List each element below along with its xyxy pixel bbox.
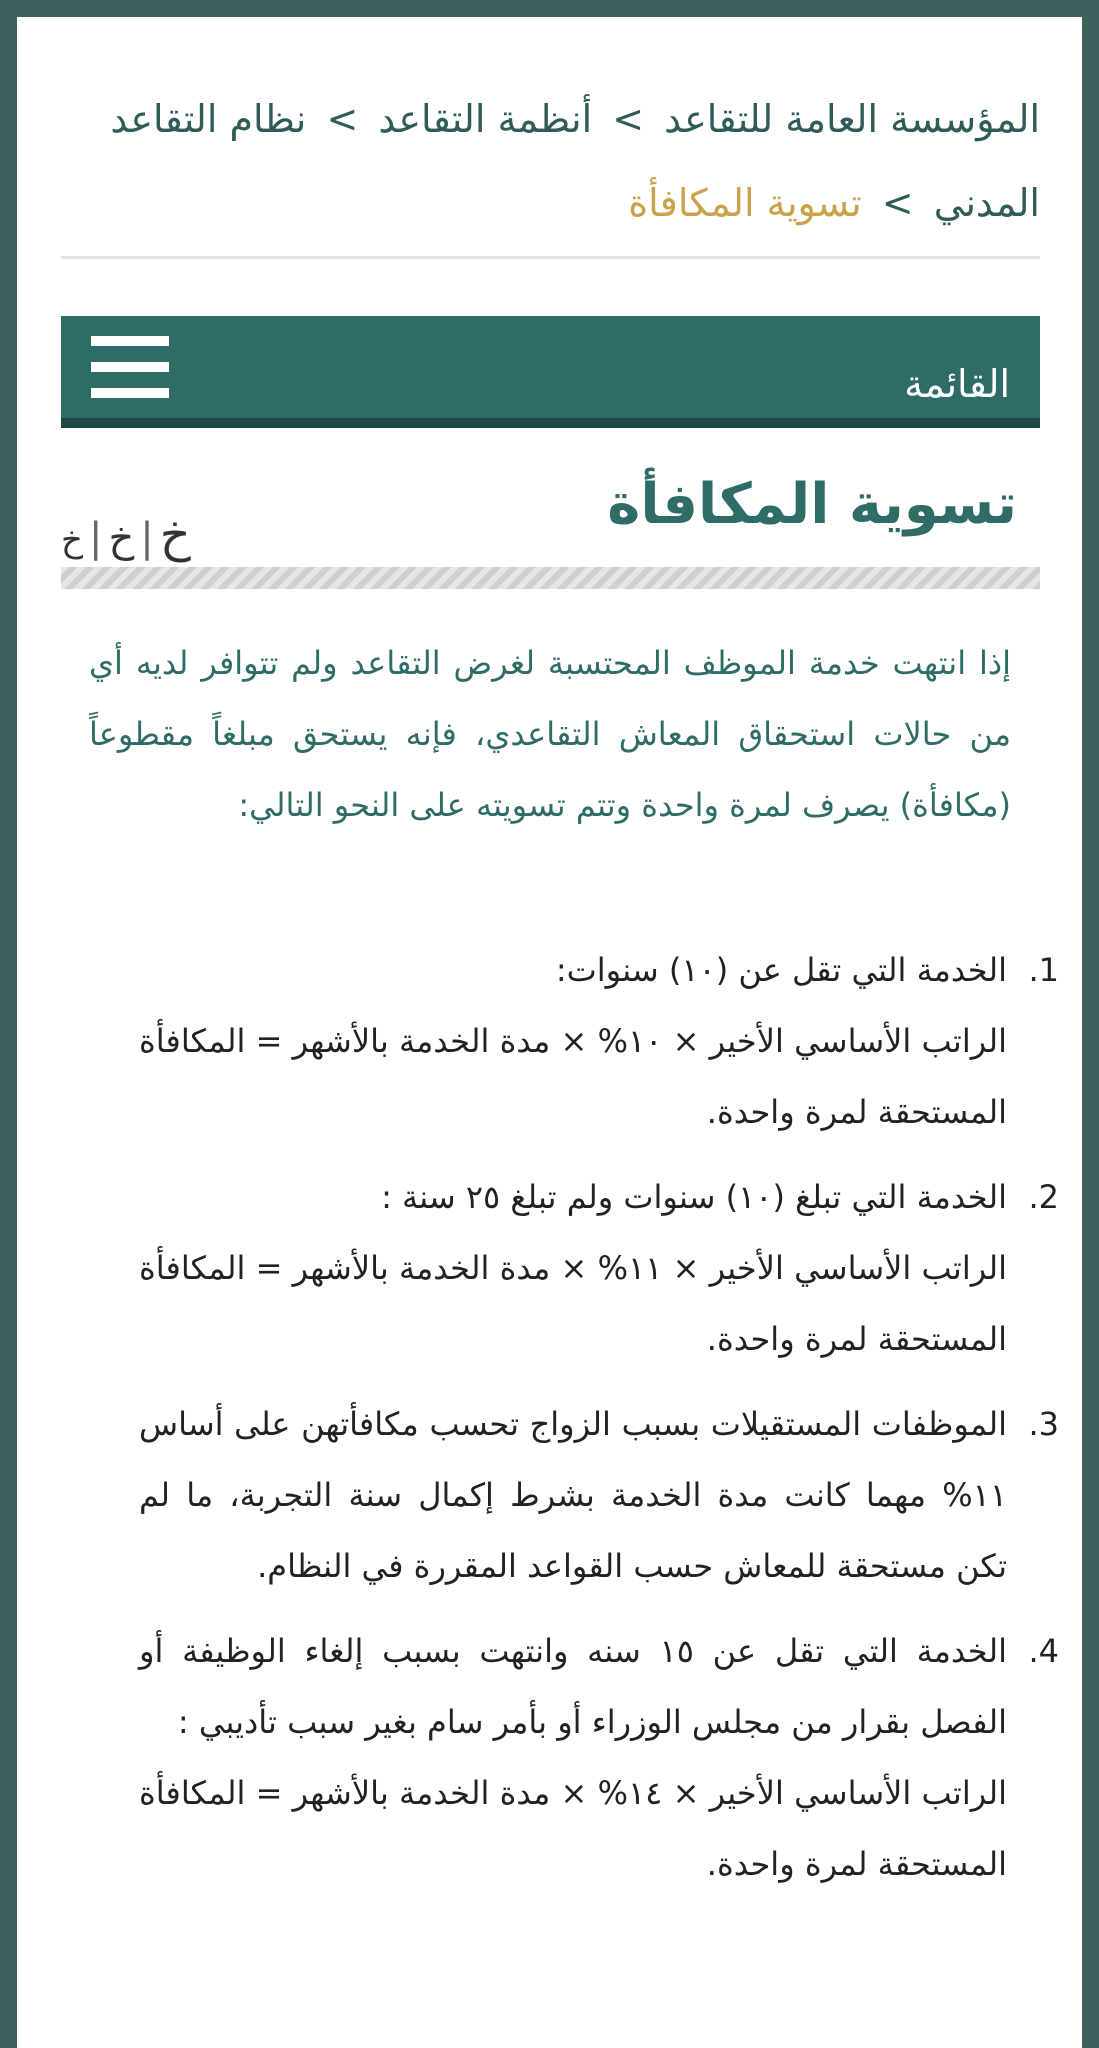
list-item-formula: الراتب الأساسي الأخير × ١٤% × مدة الخدمة بالأشهر = المكافأة المستحقة لمرة واحدة. bbox=[139, 1774, 1008, 1883]
title-underline bbox=[61, 567, 1040, 589]
hamburger-icon[interactable] bbox=[91, 336, 169, 398]
font-size-controls bbox=[61, 507, 191, 563]
list-item-number: 3. bbox=[1028, 1405, 1059, 1443]
breadcrumb-current: تسوية المكافأة bbox=[628, 181, 862, 225]
page-title: تسوية المكافأة bbox=[607, 472, 1017, 537]
breadcrumb-separator: > bbox=[881, 181, 914, 225]
font-size-large-button[interactable]: خ bbox=[159, 507, 191, 563]
breadcrumb-home[interactable]: المؤسسة العامة للتقاعد bbox=[664, 97, 1040, 141]
intro-paragraph: إذا انتهت خدمة الموظف المحتسبة لغرض التقاعد ولم تتوافر لديه أي من حالات استحقاق المعاش التقاعدي، فإنه يستحق مبلغاً مقطوعاً (مكافأة) يصرف لمرة واحدة وتتم تسويته على النحو التالي: bbox=[89, 644, 1011, 824]
font-size-divider: | bbox=[88, 515, 103, 561]
list-item-number: 2. bbox=[1028, 1178, 1059, 1216]
font-size-medium-button[interactable]: خ bbox=[108, 515, 135, 561]
breadcrumb-retirement-systems[interactable]: أنظمة التقاعد bbox=[378, 97, 593, 141]
divider bbox=[61, 256, 1040, 259]
list-item-heading: الخدمة التي تقل عن ١٥ سنه وانتهت بسبب إلغاء الوظيفة أو الفصل بقرار من مجلس الوزراء أو بأمر سام بغير سبب تأديبي : bbox=[139, 1632, 1008, 1741]
list-item-heading: الخدمة التي تبلغ (١٠) سنوات ولم تبلغ ٢٥ سنة : bbox=[381, 1178, 1007, 1216]
breadcrumb-civil-retirement[interactable]: نظام التقاعد المدني bbox=[110, 97, 1040, 225]
menu-label[interactable]: القائمة bbox=[904, 362, 1010, 406]
list-item bbox=[139, 1389, 1059, 1602]
list-item-formula: الراتب الأساسي الأخير × ١١% × مدة الخدمة بالأشهر = المكافأة المستحقة لمرة واحدة. bbox=[139, 1249, 1008, 1358]
list-item-number: 4. bbox=[1028, 1632, 1059, 1670]
font-size-divider: | bbox=[140, 515, 154, 561]
list-item-heading: الموظفات المستقيلات بسبب الزواج تحسب مكافأتهن على أساس ١١% مهما كانت مدة الخدمة بشرط إكمال سنة التجربة، ما لم تكن مستحقة للمعاش حسب القواعد المقررة في النظام. bbox=[139, 1405, 1007, 1585]
list-item-number: 1. bbox=[1028, 951, 1059, 989]
list-item-formula: الراتب الأساسي الأخير × ١٠% × مدة الخدمة بالأشهر = المكافأة المستحقة لمرة واحدة. bbox=[139, 1022, 1008, 1131]
font-size-small-button[interactable]: خ bbox=[61, 520, 83, 560]
list-item-heading: الخدمة التي تقل عن (١٠) سنوات: bbox=[555, 951, 1007, 989]
list-item bbox=[139, 1616, 1059, 1900]
breadcrumb-separator: > bbox=[326, 97, 359, 141]
settlement-list bbox=[139, 935, 1059, 1914]
list-item bbox=[139, 935, 1059, 1148]
page bbox=[17, 17, 1082, 2048]
breadcrumb bbox=[61, 77, 1040, 245]
menu-bar[interactable] bbox=[61, 316, 1040, 428]
list-item bbox=[139, 1162, 1059, 1375]
breadcrumb-separator: > bbox=[612, 97, 645, 141]
